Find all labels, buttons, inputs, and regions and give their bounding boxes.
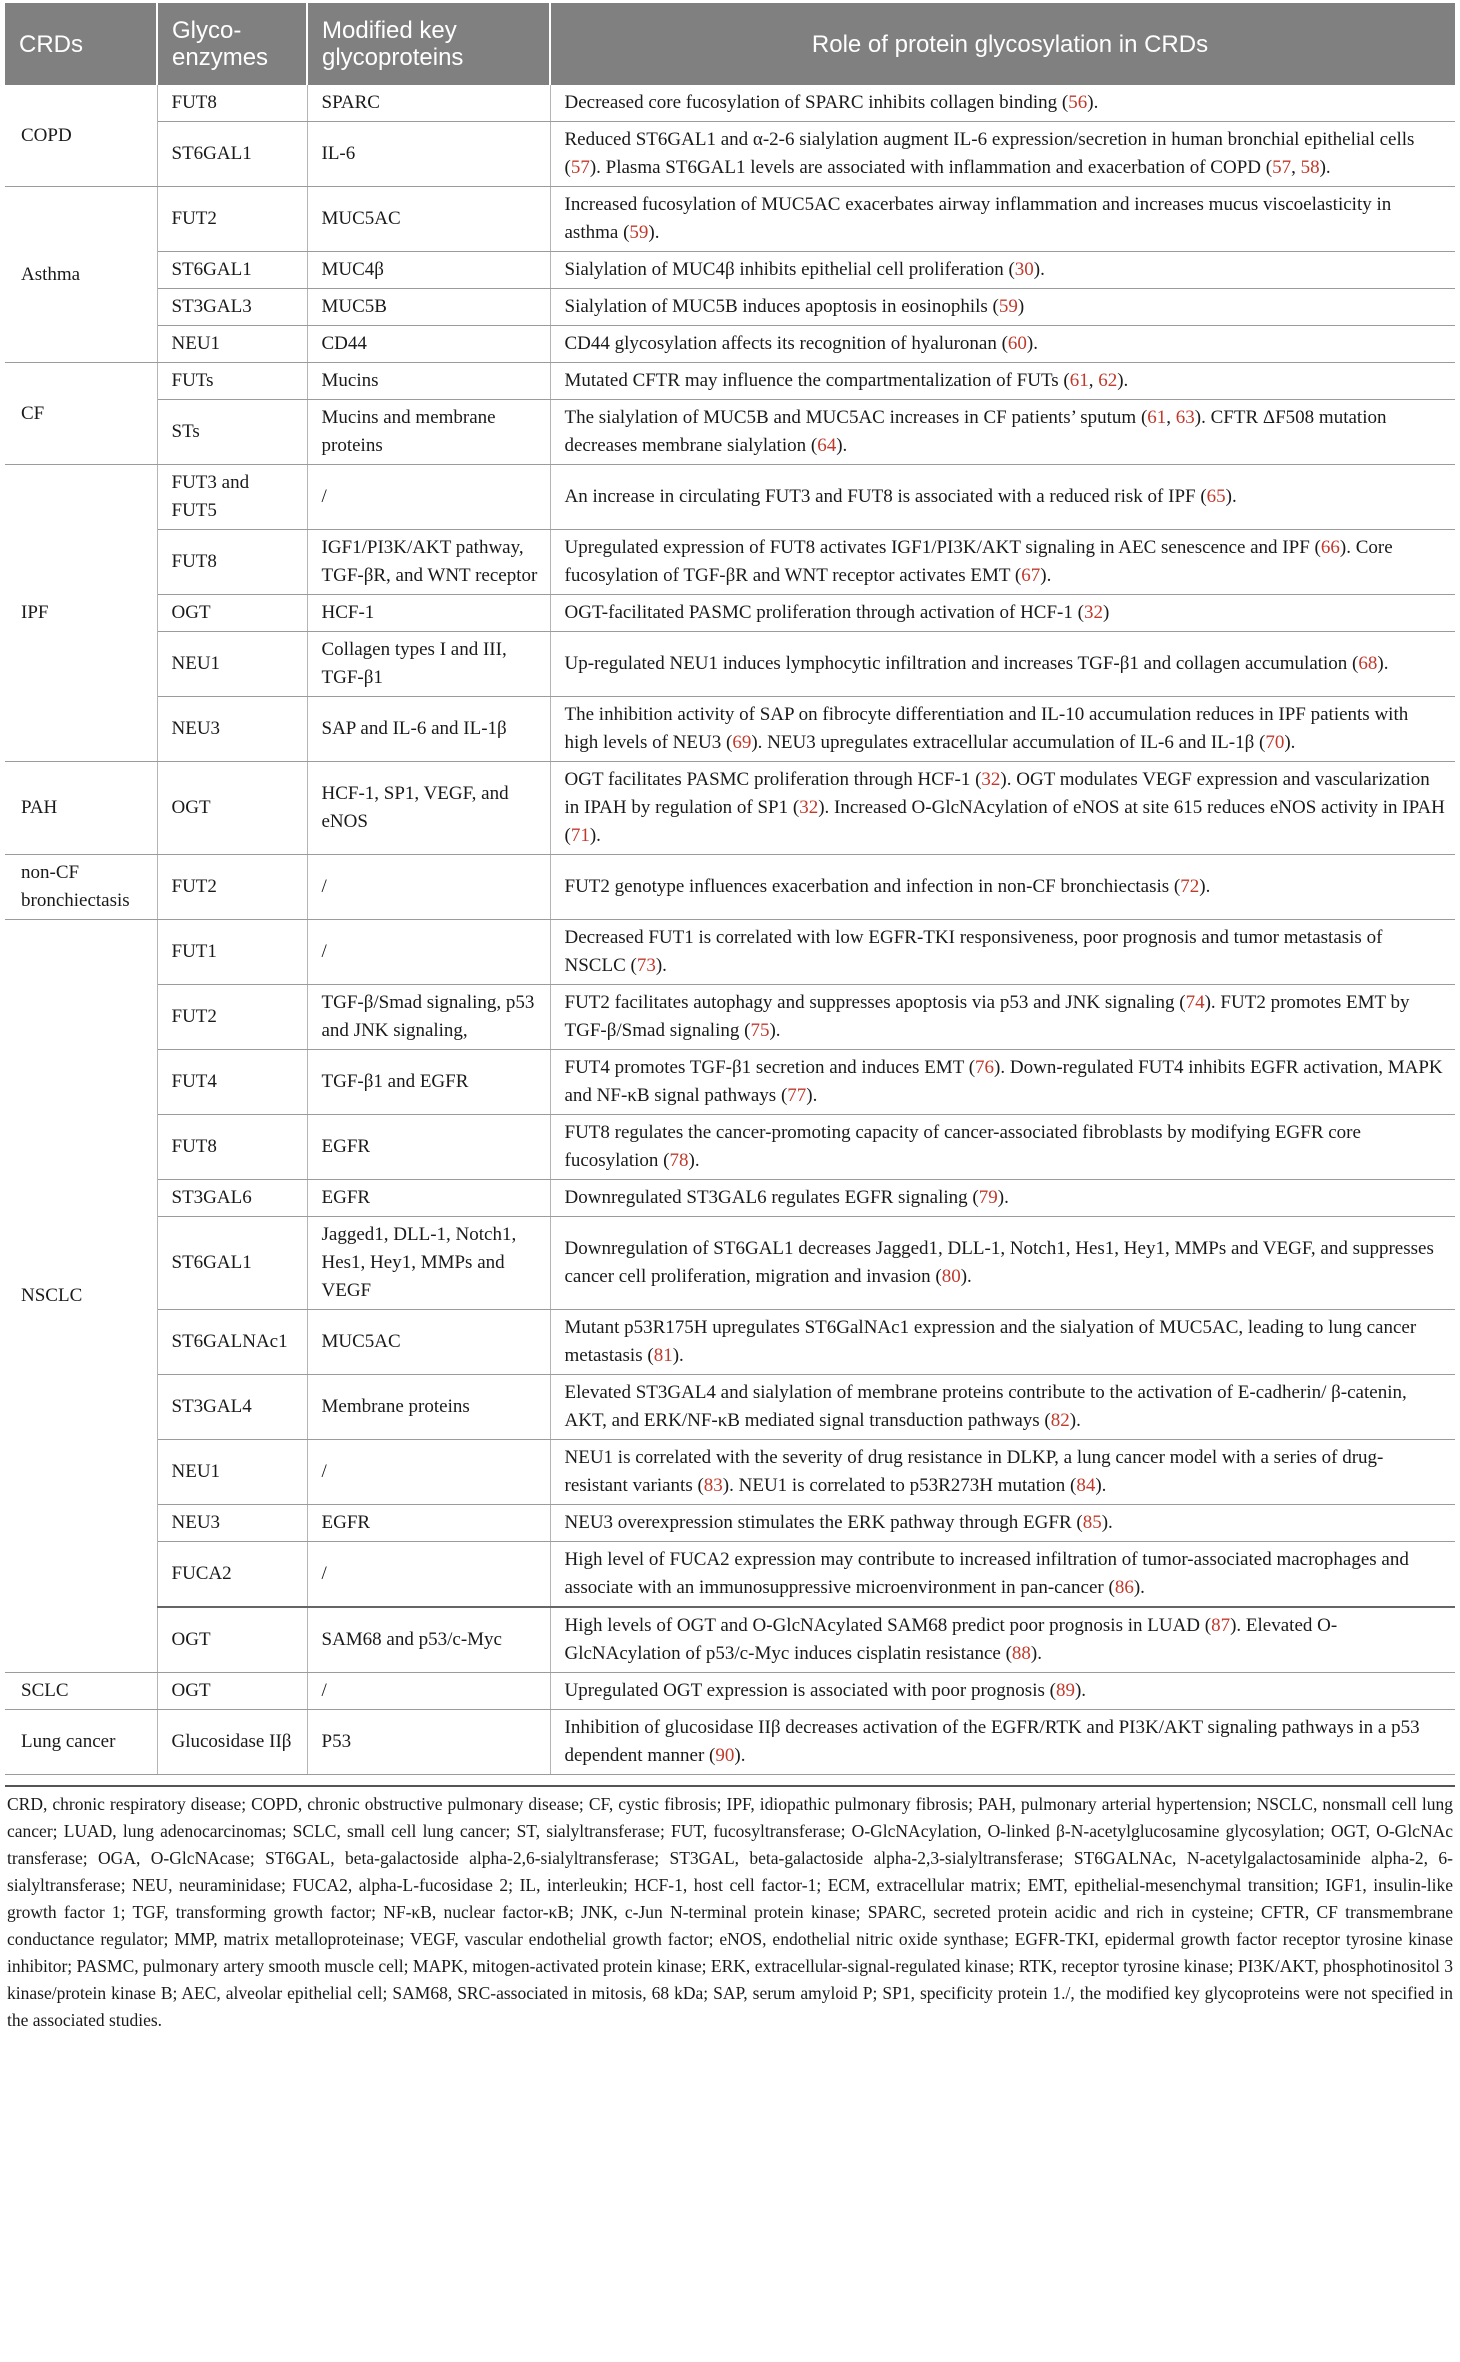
crd-group-cell: IPF: [5, 465, 157, 762]
reference-number[interactable]: 73: [636, 955, 656, 976]
glycoprotein-cell: EGFR: [307, 1505, 550, 1542]
reference-number[interactable]: 32: [981, 769, 1001, 790]
glycoprotein-cell: HCF-1, SP1, VEGF, and eNOS: [307, 762, 550, 855]
glycoprotein-cell: /: [307, 855, 550, 920]
table-row: [5, 632, 1455, 697]
role-cell: NEU1 is correlated with the severity of drug resistance in DLKP, a lung cancer model with a series of drug-resistant variants (83). NEU1 is correlated to p53R273H mutation (84).: [550, 1440, 1455, 1505]
role-cell: Decreased core fucosylation of SPARC inhibits collagen binding (56).: [550, 85, 1455, 122]
reference-number[interactable]: 66: [1320, 537, 1340, 558]
role-cell: Increased fucosylation of MUC5AC exacerbates airway inflammation and increases mucus viscoelasticity in asthma (59).: [550, 187, 1455, 252]
glycoenzyme-cell: OGT: [157, 762, 307, 855]
glycoenzyme-cell: FUCA2: [157, 1542, 307, 1608]
glycoprotein-cell: Mucins: [307, 363, 550, 400]
reference-number[interactable]: 56: [1068, 92, 1088, 113]
reference-number[interactable]: 64: [817, 435, 837, 456]
crd-group-cell: Lung cancer: [5, 1710, 157, 1775]
reference-number[interactable]: 84: [1076, 1475, 1096, 1496]
reference-number[interactable]: 30: [1014, 259, 1034, 280]
table-row: [5, 762, 1455, 855]
table-row: [5, 1310, 1455, 1375]
glycoprotein-cell: /: [307, 1673, 550, 1710]
reference-number[interactable]: 63: [1175, 407, 1195, 428]
glycoenzyme-cell: OGT: [157, 1673, 307, 1710]
glycoprotein-cell: /: [307, 920, 550, 985]
glycoenzyme-cell: OGT: [157, 595, 307, 632]
header-role: Role of protein glycosylation in CRDs: [550, 3, 1455, 85]
role-cell: CD44 glycosylation affects its recognition of hyaluronan (60).: [550, 326, 1455, 363]
glycoprotein-cell: MUC5AC: [307, 187, 550, 252]
reference-number[interactable]: 83: [703, 1475, 723, 1496]
reference-number[interactable]: 59: [629, 222, 649, 243]
role-cell: FUT2 genotype influences exacerbation and infection in non-CF bronchiectasis (72).: [550, 855, 1455, 920]
reference-number[interactable]: 90: [715, 1745, 735, 1766]
reference-number[interactable]: 59: [998, 296, 1018, 317]
reference-number[interactable]: 57: [570, 157, 590, 178]
glycoprotein-cell: P53: [307, 1710, 550, 1775]
glycoprotein-cell: MUC5B: [307, 289, 550, 326]
table-row: [5, 85, 1455, 122]
table-row: [5, 187, 1455, 252]
crd-group-cell: SCLC: [5, 1673, 157, 1710]
reference-number[interactable]: 89: [1055, 1680, 1075, 1701]
reference-number[interactable]: 32: [1083, 602, 1103, 623]
glycoenzyme-cell: STs: [157, 400, 307, 465]
header-crds: CRDs: [5, 3, 157, 85]
reference-number[interactable]: 32: [799, 797, 819, 818]
glycoenzyme-cell: ST6GAL1: [157, 1217, 307, 1310]
table-row: [5, 122, 1455, 187]
table-row: [5, 530, 1455, 595]
glycoprotein-cell: Mucins and membrane proteins: [307, 400, 550, 465]
table-row: [5, 855, 1455, 920]
reference-number[interactable]: 79: [978, 1187, 998, 1208]
role-cell: OGT-facilitated PASMC proliferation through activation of HCF-1 (32): [550, 595, 1455, 632]
glycoprotein-cell: Collagen types I and III, TGF-β1: [307, 632, 550, 697]
glycoenzyme-cell: ST3GAL4: [157, 1375, 307, 1440]
reference-number[interactable]: 60: [1007, 333, 1027, 354]
glycoenzyme-cell: FUT8: [157, 530, 307, 595]
glycoenzyme-cell: FUT8: [157, 1115, 307, 1180]
reference-number[interactable]: 70: [1265, 732, 1285, 753]
table-row: [5, 252, 1455, 289]
role-cell: Upregulated expression of FUT8 activates IGF1/PI3K/AKT signaling in AEC senescence and IPF (66). Core fucosylation of TGF-βR and WNT receptor activates EMT (67).: [550, 530, 1455, 595]
glycoprotein-cell: IGF1/PI3K/AKT pathway, TGF-βR, and WNT receptor: [307, 530, 550, 595]
table-row: [5, 363, 1455, 400]
reference-number[interactable]: 61: [1147, 407, 1167, 428]
table-row: [5, 1542, 1455, 1608]
glycoprotein-cell: CD44: [307, 326, 550, 363]
table-row: [5, 1180, 1455, 1217]
glycoprotein-cell: MUC5AC: [307, 1310, 550, 1375]
glycoprotein-cell: Jagged1, DLL-1, Notch1, Hes1, Hey1, MMPs and VEGF: [307, 1217, 550, 1310]
crd-group-cell: NSCLC: [5, 920, 157, 1673]
glycoenzyme-cell: ST3GAL6: [157, 1180, 307, 1217]
role-cell: Elevated ST3GAL4 and sialylation of membrane proteins contribute to the activation of E-cadherin/ β-catenin, AKT, and ERK/NF-κB mediated signal transduction pathways (82).: [550, 1375, 1455, 1440]
role-cell: An increase in circulating FUT3 and FUT8 is associated with a reduced risk of IPF (65).: [550, 465, 1455, 530]
table-row: [5, 465, 1455, 530]
glycoprotein-cell: MUC4β: [307, 252, 550, 289]
crd-group-cell: CF: [5, 363, 157, 465]
glycoprotein-cell: EGFR: [307, 1115, 550, 1180]
glycoenzyme-cell: ST6GALNAc1: [157, 1310, 307, 1375]
glycoenzyme-cell: FUT4: [157, 1050, 307, 1115]
reference-number[interactable]: 74: [1185, 992, 1205, 1013]
role-cell: The sialylation of MUC5B and MUC5AC increases in CF patients’ sputum (61, 63). CFTR ΔF508 mutation decreases membrane sialylation (64).: [550, 400, 1455, 465]
glycoenzyme-cell: NEU3: [157, 1505, 307, 1542]
table-row: [5, 1607, 1455, 1673]
table-row: [5, 400, 1455, 465]
reference-number[interactable]: 65: [1206, 486, 1226, 507]
glycoprotein-cell: Membrane proteins: [307, 1375, 550, 1440]
table-footnote: CRD, chronic respiratory disease; COPD, chronic obstructive pulmonary disease; CF, cystic fibrosis; IPF, idiopathic pulmonary fibrosis; PAH, pulmonary arterial hypertension; NSCLC, nonsmall cell lung cancer; LUAD, lung adenocarcinomas; SCLC, small cell lung cancer; ST, sialyltransferase; FUT, fucosyltransferase; O-GlcNAcylation, O-linked β-N-acetylglucosamine glycosylation; OGT, O-GlcNAc transferase; OGA, O-GlcNAcase; ST6GAL, beta-galactoside alpha-2,6-sialyltransferase; ST3GAL, beta-galactoside alpha-2,3-sialyltransferase; ST6GALNAc, N-acetylgalactosaminide alpha-2, 6-sialyltransferase; NEU, neuraminidase; FUCA2, alpha-L-fucosidase 2; IL, interleukin; HCF-1, host cell factor-1; ECM, extracellular matrix; EMT, epithelial-mesenchymal transition; IGF1, insulin-like growth factor 1; TGF, transforming growth factor; NF-κB, nuclear factor-κB; JNK, c-Jun N-terminal protein kinase; SPARC, secreted protein acidic and rich in cysteine; CFTR, CF transmembrane conductance regulator; MMP, matrix metalloproteinase; VEGF, vascular endothelial growth factor; eNOS, endothelial nitric oxide synthase; EGFR-TKI, epidermal growth factor receptor tyrosine kinase inhibitor; PASMC, pulmonary artery smooth muscle cell; MAPK, mitogen-activated protein kinase; ERK, extracellular-signal-regulated kinase; RTK, receptor tyrosine kinase; PI3K/AKT, phosphotinositol 3 kinase/protein kinase B; AEC, alveolar epithelial cell; SAM68, SRC-associated in mitosis, 68 kDa; SAP, serum amyloid P; SP1, specificity protein 1./, the modified key glycoproteins were not specified in the associated studies.: [5, 1785, 1455, 2034]
table-row: [5, 1505, 1455, 1542]
document-page: [5, 3, 1455, 2034]
reference-number[interactable]: 86: [1114, 1577, 1134, 1598]
reference-number[interactable]: 61: [1069, 370, 1089, 391]
role-cell: High level of FUCA2 expression may contribute to increased infiltration of tumor-associated macrophages and associate with an immunosuppressive microenvironment in pan-cancer (86).: [550, 1542, 1455, 1608]
role-cell: FUT4 promotes TGF-β1 secretion and induces EMT (76). Down-regulated FUT4 inhibits EGFR activation, MAPK and NF-κB signal pathways (77).: [550, 1050, 1455, 1115]
table-row: [5, 1375, 1455, 1440]
reference-number[interactable]: 77: [787, 1085, 807, 1106]
glycoenzyme-cell: ST6GAL1: [157, 122, 307, 187]
reference-number[interactable]: 88: [1011, 1643, 1031, 1664]
reference-number[interactable]: 72: [1180, 876, 1200, 897]
table-row: [5, 1440, 1455, 1505]
glycoenzyme-cell: FUT2: [157, 985, 307, 1050]
reference-number[interactable]: 57: [1272, 157, 1292, 178]
glycoenzyme-cell: FUT3 and FUT5: [157, 465, 307, 530]
role-cell: The inhibition activity of SAP on fibrocyte differentiation and IL-10 accumulation reduces in IPF patients with high levels of NEU3 (69). NEU3 upregulates extracellular accumulation of IL-6 and IL-1β (70).: [550, 697, 1455, 762]
header-glycoenzymes: Glyco- enzymes: [157, 3, 307, 85]
glycoprotein-cell: SAP and IL-6 and IL-1β: [307, 697, 550, 762]
glycoenzyme-cell: OGT: [157, 1607, 307, 1673]
crd-group-cell: PAH: [5, 762, 157, 855]
reference-number[interactable]: 80: [941, 1266, 961, 1287]
role-cell: High levels of OGT and O-GlcNAcylated SAM68 predict poor prognosis in LUAD (87). Elevated O-GlcNAcylation of p53/c-Myc induces cisplatin resistance (88).: [550, 1607, 1455, 1673]
reference-number[interactable]: 75: [750, 1020, 770, 1041]
glycoenzyme-cell: FUT2: [157, 187, 307, 252]
role-cell: Upregulated OGT expression is associated with poor prognosis (89).: [550, 1673, 1455, 1710]
reference-number[interactable]: 78: [669, 1150, 689, 1171]
table-row: [5, 1050, 1455, 1115]
table-row: [5, 920, 1455, 985]
glycoprotein-cell: /: [307, 1440, 550, 1505]
reference-number[interactable]: 81: [653, 1345, 673, 1366]
role-cell: Sialylation of MUC5B induces apoptosis in eosinophils (59): [550, 289, 1455, 326]
table-row: [5, 1115, 1455, 1180]
glycoprotein-cell: TGF-β1 and EGFR: [307, 1050, 550, 1115]
glycoenzyme-cell: NEU3: [157, 697, 307, 762]
reference-number[interactable]: 62: [1098, 370, 1118, 391]
glycoenzyme-cell: NEU1: [157, 326, 307, 363]
glycoprotein-cell: SAM68 and p53/c-Myc: [307, 1607, 550, 1673]
glycoenzyme-cell: FUT8: [157, 85, 307, 122]
role-cell: Decreased FUT1 is correlated with low EGFR-TKI responsiveness, poor prognosis and tumor metastasis of NSCLC (73).: [550, 920, 1455, 985]
role-cell: Downregulated ST3GAL6 regulates EGFR signaling (79).: [550, 1180, 1455, 1217]
glycoenzyme-cell: FUT2: [157, 855, 307, 920]
table-row: [5, 1217, 1455, 1310]
role-cell: NEU3 overexpression stimulates the ERK pathway through EGFR (85).: [550, 1505, 1455, 1542]
role-cell: Reduced ST6GAL1 and α-2-6 sialylation augment IL-6 expression/secretion in human bronchial epithelial cells (57). Plasma ST6GAL1 levels are associated with inflammation and exacerbation of COPD (57, 58).: [550, 122, 1455, 187]
glycoprotein-cell: HCF-1: [307, 595, 550, 632]
glycoprotein-cell: /: [307, 1542, 550, 1608]
reference-number[interactable]: 76: [975, 1057, 995, 1078]
table-row: [5, 1673, 1455, 1710]
glycoprotein-cell: EGFR: [307, 1180, 550, 1217]
reference-number[interactable]: 58: [1300, 157, 1320, 178]
glycoenzyme-cell: ST3GAL3: [157, 289, 307, 326]
crd-group-cell: non-CF bronchiectasis: [5, 855, 157, 920]
glycoenzyme-cell: NEU1: [157, 632, 307, 697]
reference-number[interactable]: 82: [1050, 1410, 1070, 1431]
role-cell: Sialylation of MUC4β inhibits epithelial cell proliferation (30).: [550, 252, 1455, 289]
table-row: [5, 697, 1455, 762]
role-cell: Mutated CFTR may influence the compartmentalization of FUTs (61, 62).: [550, 363, 1455, 400]
table-header: [5, 3, 1455, 85]
table-row: [5, 289, 1455, 326]
glycoprotein-cell: TGF-β/Smad signaling, p53 and JNK signaling,: [307, 985, 550, 1050]
reference-number[interactable]: 67: [1021, 565, 1041, 586]
glycosylation-table: [5, 3, 1455, 1775]
table-body: [5, 85, 1455, 1775]
role-cell: Inhibition of glucosidase IIβ decreases activation of the EGFR/RTK and PI3K/AKT signaling pathways in a p53 dependent manner (90).: [550, 1710, 1455, 1775]
reference-number[interactable]: 71: [570, 825, 590, 846]
reference-number[interactable]: 69: [732, 732, 752, 753]
reference-number[interactable]: 85: [1082, 1512, 1102, 1533]
header-glycoproteins: Modified key glycoproteins: [307, 3, 550, 85]
crd-group-cell: COPD: [5, 85, 157, 187]
role-cell: OGT facilitates PASMC proliferation through HCF-1 (32). OGT modulates VEGF expression and vascularization in IPAH by regulation of SP1 (32). Increased O-GlcNAcylation of eNOS at site 615 reduces eNOS activity in IPAH (71).: [550, 762, 1455, 855]
glycoenzyme-cell: ST6GAL1: [157, 252, 307, 289]
glycoprotein-cell: IL-6: [307, 122, 550, 187]
table-row: [5, 1710, 1455, 1775]
glycoprotein-cell: /: [307, 465, 550, 530]
glycoenzyme-cell: FUT1: [157, 920, 307, 985]
glycoenzyme-cell: FUTs: [157, 363, 307, 400]
glycoprotein-cell: SPARC: [307, 85, 550, 122]
reference-number[interactable]: 68: [1358, 653, 1378, 674]
reference-number[interactable]: 87: [1211, 1615, 1231, 1636]
role-cell: FUT8 regulates the cancer-promoting capacity of cancer-associated fibroblasts by modifying EGFR core fucosylation (78).: [550, 1115, 1455, 1180]
crd-group-cell: Asthma: [5, 187, 157, 363]
role-cell: Up-regulated NEU1 induces lymphocytic infiltration and increases TGF-β1 and collagen accumulation (68).: [550, 632, 1455, 697]
role-cell: FUT2 facilitates autophagy and suppresses apoptosis via p53 and JNK signaling (74). FUT2 promotes EMT by TGF-β/Smad signaling (75).: [550, 985, 1455, 1050]
role-cell: Mutant p53R175H upregulates ST6GalNAc1 expression and the sialyation of MUC5AC, leading to lung cancer metastasis (81).: [550, 1310, 1455, 1375]
table-row: [5, 985, 1455, 1050]
glycoenzyme-cell: NEU1: [157, 1440, 307, 1505]
table-row: [5, 595, 1455, 632]
role-cell: Downregulation of ST6GAL1 decreases Jagged1, DLL-1, Notch1, Hes1, Hey1, MMPs and VEGF, and suppresses cancer cell proliferation, migration and invasion (80).: [550, 1217, 1455, 1310]
table-row: [5, 326, 1455, 363]
glycoenzyme-cell: Glucosidase IIβ: [157, 1710, 307, 1775]
